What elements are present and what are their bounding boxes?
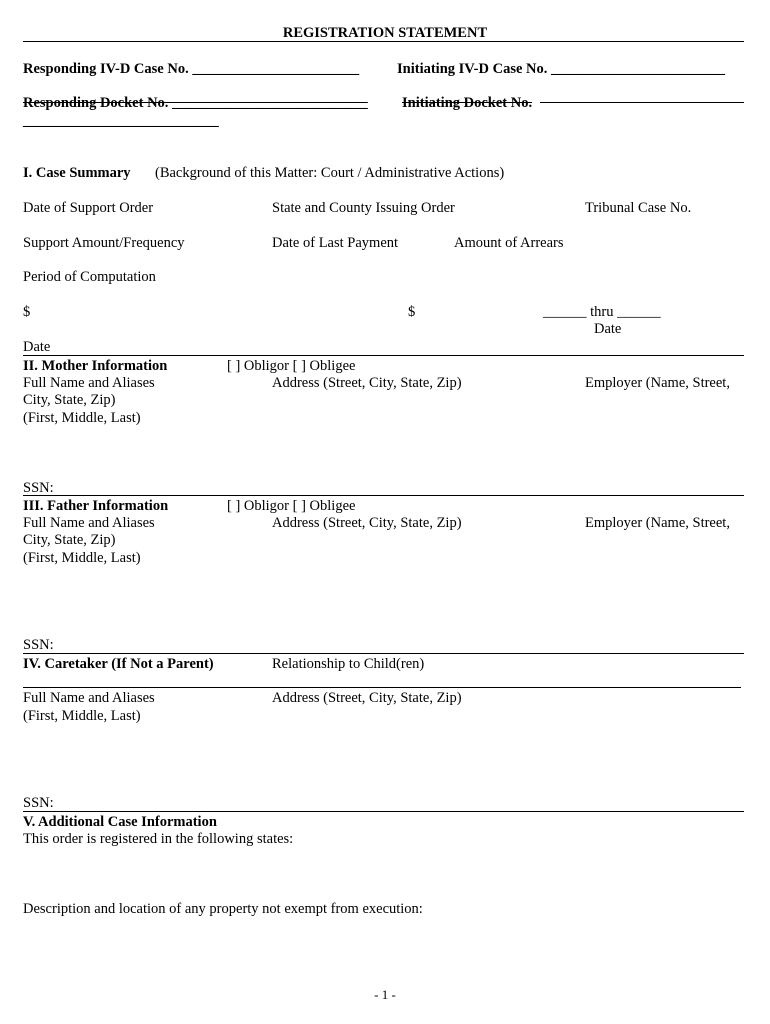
date-of-support-order-label: Date of Support Order — [23, 200, 154, 216]
dollar-sign-1: $ — [23, 304, 31, 320]
mother-heading: II. Mother Information — [23, 358, 168, 374]
caretaker-name-label: Full Name and Aliases — [23, 690, 155, 706]
father-ssn-label: SSN: — [23, 637, 54, 653]
initiating-docket-rule — [540, 102, 744, 103]
document-title: REGISTRATION STATEMENT — [282, 25, 488, 41]
date-label-left: Date — [23, 339, 51, 355]
additional-heading: V. Additional Case Information — [23, 814, 217, 830]
mother-role-checkboxes[interactable]: [ ] Obligor [ ] Obligee — [227, 358, 356, 374]
thru-field[interactable]: ______ thru ______ — [543, 304, 661, 320]
tribunal-case-label: Tribunal Case No. — [585, 200, 692, 216]
dollar-sign-2: $ — [408, 304, 416, 320]
caretaker-relationship-rule — [23, 687, 741, 688]
father-address-label: Address (Street, City, State, Zip) — [272, 515, 462, 531]
mother-name-label: Full Name and Aliases — [23, 375, 155, 391]
father-role-checkboxes[interactable]: [ ] Obligor [ ] Obligee — [227, 498, 356, 514]
mother-employer-label: Employer (Name, Street, — [585, 375, 730, 391]
father-name-label: Full Name and Aliases — [23, 515, 155, 531]
mother-employer-cont: City, State, Zip) — [23, 392, 116, 408]
case-summary-heading: I. Case Summary — [23, 165, 131, 181]
initiating-case-field[interactable]: Initiating IV-D Case No. ________________________ — [397, 61, 725, 77]
caretaker-section-rule — [23, 653, 744, 654]
mother-address-label: Address (Street, City, State, Zip) — [272, 375, 462, 391]
title-rule — [23, 41, 744, 42]
property-label: Description and location of any property not exempt from execution: — [23, 901, 423, 917]
caretaker-name-order: (First, Middle, Last) — [23, 708, 141, 724]
caretaker-heading: IV. Caretaker (If Not a Parent) — [23, 656, 214, 672]
case-summary-subheading: (Background of this Matter: Court / Administrative Actions) — [155, 165, 505, 181]
state-county-label: State and County Issuing Order — [272, 200, 455, 216]
amount-arrears-label: Amount of Arrears — [454, 235, 564, 251]
caretaker-ssn-label: SSN: — [23, 795, 54, 811]
period-computation-label: Period of Computation — [23, 269, 156, 285]
father-heading: III. Father Information — [23, 498, 169, 514]
registered-states-label: This order is registered in the following states: — [23, 831, 294, 847]
mother-ssn-label: SSN: — [23, 480, 54, 496]
responding-docket-field[interactable]: Responding Docket No. ___________________________ — [23, 95, 368, 111]
caretaker-relationship-label: Relationship to Child(ren) — [272, 656, 425, 672]
initiating-docket-field[interactable]: Initiating Docket No. — [402, 95, 533, 111]
date-last-payment-label: Date of Last Payment — [272, 235, 399, 251]
page-number: - 1 - — [374, 987, 396, 1002]
caretaker-address-label: Address (Street, City, State, Zip) — [272, 690, 462, 706]
father-section-rule — [23, 495, 744, 496]
mother-section-rule — [23, 355, 744, 356]
docket-continuation-line[interactable]: ___________________________ — [23, 113, 219, 129]
responding-case-field[interactable]: Responding IV-D Case No. _______________________ — [23, 61, 360, 77]
father-employer-label: Employer (Name, Street, — [585, 515, 730, 531]
father-employer-cont: City, State, Zip) — [23, 532, 116, 548]
support-amount-label: Support Amount/Frequency — [23, 235, 185, 251]
date-label-right: Date — [594, 321, 622, 337]
father-name-order: (First, Middle, Last) — [23, 550, 141, 566]
additional-section-rule — [23, 811, 744, 812]
mother-name-order: (First, Middle, Last) — [23, 410, 141, 426]
